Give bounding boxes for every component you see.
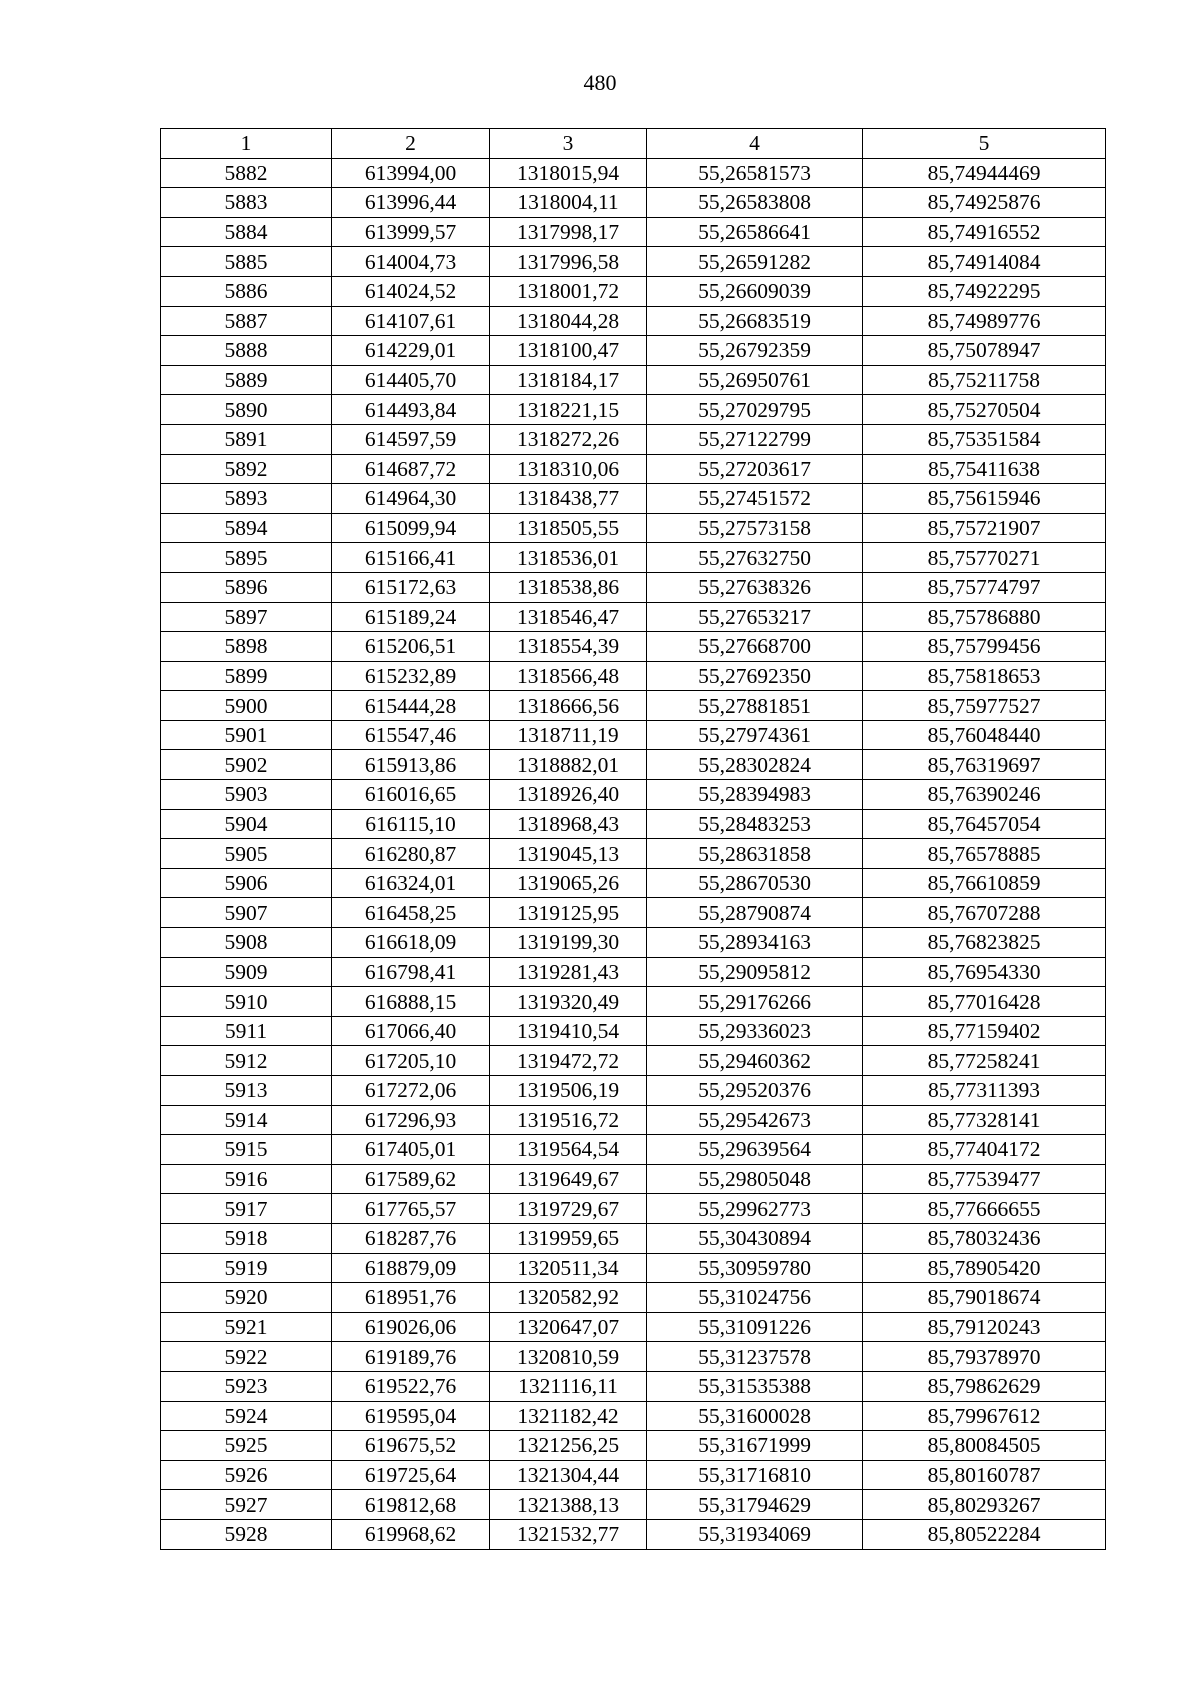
table-row	[161, 839, 1106, 869]
table-cell: 55,27122799	[647, 424, 863, 454]
table-cell: 85,75818653	[863, 661, 1106, 691]
table-cell: 614229,01	[332, 336, 490, 366]
table-cell: 55,27573158	[647, 513, 863, 543]
table-cell: 5924	[161, 1401, 332, 1431]
table-cell: 617765,57	[332, 1194, 490, 1224]
table-row	[161, 780, 1106, 810]
table-cell: 613994,00	[332, 158, 490, 188]
table-cell: 1318538,86	[490, 572, 647, 602]
table-cell: 615206,51	[332, 632, 490, 662]
table-row	[161, 957, 1106, 987]
table-cell: 55,27881851	[647, 691, 863, 721]
table-cell: 5913	[161, 1076, 332, 1106]
table-row	[161, 276, 1106, 306]
table-cell: 614493,84	[332, 395, 490, 425]
table-cell: 619725,64	[332, 1460, 490, 1490]
table-cell: 85,77016428	[863, 987, 1106, 1017]
table-cell: 1318882,01	[490, 750, 647, 780]
table-cell: 5923	[161, 1371, 332, 1401]
table-cell: 1321388,13	[490, 1490, 647, 1520]
table-cell: 617066,40	[332, 1016, 490, 1046]
table-cell: 1321116,11	[490, 1371, 647, 1401]
table-cell: 1321304,44	[490, 1460, 647, 1490]
table-cell: 5889	[161, 365, 332, 395]
table-row	[161, 809, 1106, 839]
table-cell: 615444,28	[332, 691, 490, 721]
table-cell: 1318666,56	[490, 691, 647, 721]
table-cell: 5894	[161, 513, 332, 543]
column-header: 3	[490, 129, 647, 159]
table-cell: 55,29520376	[647, 1076, 863, 1106]
table-cell: 55,27638326	[647, 572, 863, 602]
table-cell: 55,29542673	[647, 1105, 863, 1135]
table-cell: 5896	[161, 572, 332, 602]
table-cell: 5918	[161, 1223, 332, 1253]
table-cell: 55,29336023	[647, 1016, 863, 1046]
table-cell: 55,26591282	[647, 247, 863, 277]
table-row	[161, 1490, 1106, 1520]
table-cell: 85,74925876	[863, 188, 1106, 218]
table-cell: 85,76319697	[863, 750, 1106, 780]
table-cell: 85,79862629	[863, 1371, 1106, 1401]
table-cell: 5909	[161, 957, 332, 987]
table-cell: 55,31024756	[647, 1283, 863, 1313]
table-cell: 85,76823825	[863, 928, 1106, 958]
table-cell: 5926	[161, 1460, 332, 1490]
coordinates-table	[160, 128, 1106, 1550]
table-cell: 1318001,72	[490, 276, 647, 306]
table-cell: 1318566,48	[490, 661, 647, 691]
table-row	[161, 1371, 1106, 1401]
table-cell: 5911	[161, 1016, 332, 1046]
table-cell: 55,28483253	[647, 809, 863, 839]
table-cell: 55,28394983	[647, 780, 863, 810]
table-cell: 85,76707288	[863, 898, 1106, 928]
table-cell: 1318184,17	[490, 365, 647, 395]
table-cell: 5899	[161, 661, 332, 691]
table-cell: 616798,41	[332, 957, 490, 987]
table-row	[161, 1076, 1106, 1106]
table-row	[161, 395, 1106, 425]
table-row	[161, 750, 1106, 780]
table-row	[161, 513, 1106, 543]
table-cell: 1321532,77	[490, 1519, 647, 1549]
table-cell: 1318926,40	[490, 780, 647, 810]
table-cell: 85,75721907	[863, 513, 1106, 543]
table-cell: 55,26586641	[647, 217, 863, 247]
table-cell: 85,77539477	[863, 1164, 1106, 1194]
table-cell: 85,77311393	[863, 1076, 1106, 1106]
table-cell: 85,77404172	[863, 1135, 1106, 1165]
table-cell: 55,27653217	[647, 602, 863, 632]
table-row	[161, 543, 1106, 573]
table-cell: 1319410,54	[490, 1016, 647, 1046]
table-cell: 1319649,67	[490, 1164, 647, 1194]
table-cell: 55,27668700	[647, 632, 863, 662]
column-header: 4	[647, 129, 863, 159]
table-cell: 1318546,47	[490, 602, 647, 632]
table-cell: 85,79120243	[863, 1312, 1106, 1342]
table-cell: 55,27029795	[647, 395, 863, 425]
table-row	[161, 1401, 1106, 1431]
table-cell: 617205,10	[332, 1046, 490, 1076]
table-cell: 615913,86	[332, 750, 490, 780]
table-cell: 5902	[161, 750, 332, 780]
table-cell: 85,75270504	[863, 395, 1106, 425]
table-cell: 55,29176266	[647, 987, 863, 1017]
table-cell: 613996,44	[332, 188, 490, 218]
table-cell: 5884	[161, 217, 332, 247]
table-cell: 5895	[161, 543, 332, 573]
table-cell: 618879,09	[332, 1253, 490, 1283]
table-cell: 1317998,17	[490, 217, 647, 247]
table-cell: 85,74916552	[863, 217, 1106, 247]
table-cell: 55,31671999	[647, 1431, 863, 1461]
table-cell: 85,75078947	[863, 336, 1106, 366]
table-cell: 1318004,11	[490, 188, 647, 218]
table-cell: 5908	[161, 928, 332, 958]
table-cell: 85,75411638	[863, 454, 1106, 484]
table-cell: 1319959,65	[490, 1223, 647, 1253]
table-cell: 5898	[161, 632, 332, 662]
table-cell: 5891	[161, 424, 332, 454]
table-cell: 5927	[161, 1490, 332, 1520]
table-cell: 5928	[161, 1519, 332, 1549]
table-cell: 615172,63	[332, 572, 490, 602]
table-cell: 5919	[161, 1253, 332, 1283]
table-row	[161, 1431, 1106, 1461]
table-row	[161, 1519, 1106, 1549]
table-cell: 55,28670530	[647, 868, 863, 898]
table-cell: 1320810,59	[490, 1342, 647, 1372]
table-cell: 1321182,42	[490, 1401, 647, 1431]
table-cell: 1319320,49	[490, 987, 647, 1017]
table-cell: 55,31535388	[647, 1371, 863, 1401]
table-row	[161, 572, 1106, 602]
table-cell: 619189,76	[332, 1342, 490, 1372]
table-row	[161, 217, 1106, 247]
table-cell: 615189,24	[332, 602, 490, 632]
table-cell: 85,79378970	[863, 1342, 1106, 1372]
table-cell: 1321256,25	[490, 1431, 647, 1461]
table-cell: 615166,41	[332, 543, 490, 573]
table-row	[161, 336, 1106, 366]
table-row	[161, 720, 1106, 750]
table-cell: 5920	[161, 1283, 332, 1313]
table-cell: 615232,89	[332, 661, 490, 691]
table-cell: 5888	[161, 336, 332, 366]
table-row	[161, 1194, 1106, 1224]
table-cell: 1318310,06	[490, 454, 647, 484]
table-cell: 55,28302824	[647, 750, 863, 780]
table-cell: 619675,52	[332, 1431, 490, 1461]
column-header: 5	[863, 129, 1106, 159]
table-cell: 1318044,28	[490, 306, 647, 336]
table-cell: 5921	[161, 1312, 332, 1342]
table-cell: 1318536,01	[490, 543, 647, 573]
table-cell: 5915	[161, 1135, 332, 1165]
table-cell: 55,31934069	[647, 1519, 863, 1549]
table-cell: 55,30430894	[647, 1223, 863, 1253]
table-cell: 85,77328141	[863, 1105, 1106, 1135]
table-cell: 5905	[161, 839, 332, 869]
table-cell: 85,74914084	[863, 247, 1106, 277]
table-cell: 619026,06	[332, 1312, 490, 1342]
table-cell: 614004,73	[332, 247, 490, 277]
table-cell: 1318221,15	[490, 395, 647, 425]
table-cell: 55,29805048	[647, 1164, 863, 1194]
table-cell: 85,75799456	[863, 632, 1106, 662]
table-cell: 614597,59	[332, 424, 490, 454]
table-cell: 85,80293267	[863, 1490, 1106, 1520]
table-cell: 5883	[161, 188, 332, 218]
table-row	[161, 1016, 1106, 1046]
table-row	[161, 1460, 1106, 1490]
table-cell: 616888,15	[332, 987, 490, 1017]
table-cell: 616458,25	[332, 898, 490, 928]
table-cell: 85,80160787	[863, 1460, 1106, 1490]
table-cell: 85,74989776	[863, 306, 1106, 336]
table-cell: 5906	[161, 868, 332, 898]
column-header: 2	[332, 129, 490, 159]
table-cell: 1319045,13	[490, 839, 647, 869]
table-cell: 1319516,72	[490, 1105, 647, 1135]
table-cell: 55,28934163	[647, 928, 863, 958]
table-row	[161, 602, 1106, 632]
table-cell: 85,76610859	[863, 868, 1106, 898]
table-cell: 85,75351584	[863, 424, 1106, 454]
table-cell: 616115,10	[332, 809, 490, 839]
table-cell: 55,27974361	[647, 720, 863, 750]
table-cell: 85,76048440	[863, 720, 1106, 750]
table-cell: 55,29639564	[647, 1135, 863, 1165]
table-row	[161, 158, 1106, 188]
table-cell: 5893	[161, 484, 332, 514]
table-cell: 85,80522284	[863, 1519, 1106, 1549]
table-row	[161, 987, 1106, 1017]
table-cell: 55,28631858	[647, 839, 863, 869]
table-cell: 1319472,72	[490, 1046, 647, 1076]
table-row	[161, 1164, 1106, 1194]
table-cell: 1318968,43	[490, 809, 647, 839]
table-cell: 55,31794629	[647, 1490, 863, 1520]
table-cell: 617296,93	[332, 1105, 490, 1135]
table-cell: 85,75615946	[863, 484, 1106, 514]
table-cell: 85,75786880	[863, 602, 1106, 632]
table-cell: 55,29962773	[647, 1194, 863, 1224]
table-cell: 55,26609039	[647, 276, 863, 306]
table-cell: 55,26792359	[647, 336, 863, 366]
table-row	[161, 454, 1106, 484]
table-cell: 1320647,07	[490, 1312, 647, 1342]
table-row	[161, 188, 1106, 218]
table-cell: 615547,46	[332, 720, 490, 750]
table-row	[161, 1253, 1106, 1283]
table-cell: 1319065,26	[490, 868, 647, 898]
table-cell: 5916	[161, 1164, 332, 1194]
table-cell: 55,26581573	[647, 158, 863, 188]
table-row	[161, 661, 1106, 691]
table-cell: 1319281,43	[490, 957, 647, 987]
table-cell: 85,76390246	[863, 780, 1106, 810]
table-cell: 1318438,77	[490, 484, 647, 514]
table-cell: 618951,76	[332, 1283, 490, 1313]
table-row	[161, 691, 1106, 721]
table-cell: 55,28790874	[647, 898, 863, 928]
table-cell: 614107,61	[332, 306, 490, 336]
table-cell: 5903	[161, 780, 332, 810]
table-cell: 55,29095812	[647, 957, 863, 987]
table-cell: 5910	[161, 987, 332, 1017]
table-cell: 617589,62	[332, 1164, 490, 1194]
table-row	[161, 632, 1106, 662]
table-row	[161, 928, 1106, 958]
table-cell: 613999,57	[332, 217, 490, 247]
table-cell: 5912	[161, 1046, 332, 1076]
table-row	[161, 1342, 1106, 1372]
table-cell: 55,26950761	[647, 365, 863, 395]
table-cell: 55,26683519	[647, 306, 863, 336]
table-cell: 55,27203617	[647, 454, 863, 484]
table-cell: 1319506,19	[490, 1076, 647, 1106]
table-cell: 85,80084505	[863, 1431, 1106, 1461]
table-cell: 85,78032436	[863, 1223, 1106, 1253]
table-row	[161, 1312, 1106, 1342]
table-cell: 619595,04	[332, 1401, 490, 1431]
table-cell: 85,77666655	[863, 1194, 1106, 1224]
table-cell: 5907	[161, 898, 332, 928]
table-row	[161, 868, 1106, 898]
table-cell: 55,31716810	[647, 1460, 863, 1490]
table-cell: 85,74944469	[863, 158, 1106, 188]
table-cell: 85,77159402	[863, 1016, 1106, 1046]
table-cell: 619968,62	[332, 1519, 490, 1549]
table-cell: 614687,72	[332, 454, 490, 484]
table-cell: 617405,01	[332, 1135, 490, 1165]
table-row	[161, 1283, 1106, 1313]
table-cell: 5922	[161, 1342, 332, 1372]
table-cell: 5882	[161, 158, 332, 188]
column-header: 1	[161, 129, 332, 159]
table-row	[161, 1046, 1106, 1076]
table-cell: 616324,01	[332, 868, 490, 898]
table-cell: 1318272,26	[490, 424, 647, 454]
table-cell: 55,31600028	[647, 1401, 863, 1431]
table-cell: 1318554,39	[490, 632, 647, 662]
table-row	[161, 1223, 1106, 1253]
table-cell: 55,27692350	[647, 661, 863, 691]
table-cell: 5887	[161, 306, 332, 336]
table-cell: 85,76954330	[863, 957, 1106, 987]
table-cell: 618287,76	[332, 1223, 490, 1253]
table-cell: 5925	[161, 1431, 332, 1461]
table-cell: 85,77258241	[863, 1046, 1106, 1076]
table-cell: 5897	[161, 602, 332, 632]
table-cell: 85,79967612	[863, 1401, 1106, 1431]
table-cell: 614024,52	[332, 276, 490, 306]
table-cell: 55,31091226	[647, 1312, 863, 1342]
table-cell: 55,27632750	[647, 543, 863, 573]
table-cell: 614405,70	[332, 365, 490, 395]
table-cell: 5904	[161, 809, 332, 839]
table-cell: 614964,30	[332, 484, 490, 514]
table-cell: 55,30959780	[647, 1253, 863, 1283]
table-cell: 55,26583808	[647, 188, 863, 218]
table-cell: 1319729,67	[490, 1194, 647, 1224]
table-cell: 5890	[161, 395, 332, 425]
table-row	[161, 365, 1106, 395]
page-number: 480	[583, 70, 617, 95]
table-cell: 5892	[161, 454, 332, 484]
table-row	[161, 1135, 1106, 1165]
table-cell: 85,74922295	[863, 276, 1106, 306]
table-cell: 5886	[161, 276, 332, 306]
table-cell: 55,31237578	[647, 1342, 863, 1372]
table-cell: 85,75774797	[863, 572, 1106, 602]
table-cell: 85,76457054	[863, 809, 1106, 839]
table-cell: 616016,65	[332, 780, 490, 810]
table-cell: 1319564,54	[490, 1135, 647, 1165]
table-cell: 85,75211758	[863, 365, 1106, 395]
table-cell: 85,76578885	[863, 839, 1106, 869]
table-cell: 85,75770271	[863, 543, 1106, 573]
table-cell: 5917	[161, 1194, 332, 1224]
table-cell: 55,29460362	[647, 1046, 863, 1076]
table-cell: 619522,76	[332, 1371, 490, 1401]
table-cell: 616280,87	[332, 839, 490, 869]
table-cell: 1320582,92	[490, 1283, 647, 1313]
table-cell: 1318505,55	[490, 513, 647, 543]
table-cell: 5901	[161, 720, 332, 750]
table-cell: 1318100,47	[490, 336, 647, 366]
table-cell: 619812,68	[332, 1490, 490, 1520]
table-cell: 55,27451572	[647, 484, 863, 514]
table-row	[161, 247, 1106, 277]
table-cell: 5885	[161, 247, 332, 277]
table-body	[161, 158, 1106, 1549]
table-cell: 1317996,58	[490, 247, 647, 277]
table-cell: 617272,06	[332, 1076, 490, 1106]
table-cell: 616618,09	[332, 928, 490, 958]
table-row	[161, 484, 1106, 514]
table-cell: 5914	[161, 1105, 332, 1135]
table-row	[161, 424, 1106, 454]
table-cell: 85,78905420	[863, 1253, 1106, 1283]
table-cell: 85,79018674	[863, 1283, 1106, 1313]
table-cell: 85,75977527	[863, 691, 1106, 721]
table-row	[161, 898, 1106, 928]
table-header-row	[161, 129, 1106, 159]
table-cell: 1320511,34	[490, 1253, 647, 1283]
table-cell: 5900	[161, 691, 332, 721]
table-cell: 1319199,30	[490, 928, 647, 958]
table-row	[161, 306, 1106, 336]
table-cell: 1319125,95	[490, 898, 647, 928]
table-cell: 615099,94	[332, 513, 490, 543]
table-row	[161, 1105, 1106, 1135]
table-cell: 1318015,94	[490, 158, 647, 188]
table-cell: 1318711,19	[490, 720, 647, 750]
